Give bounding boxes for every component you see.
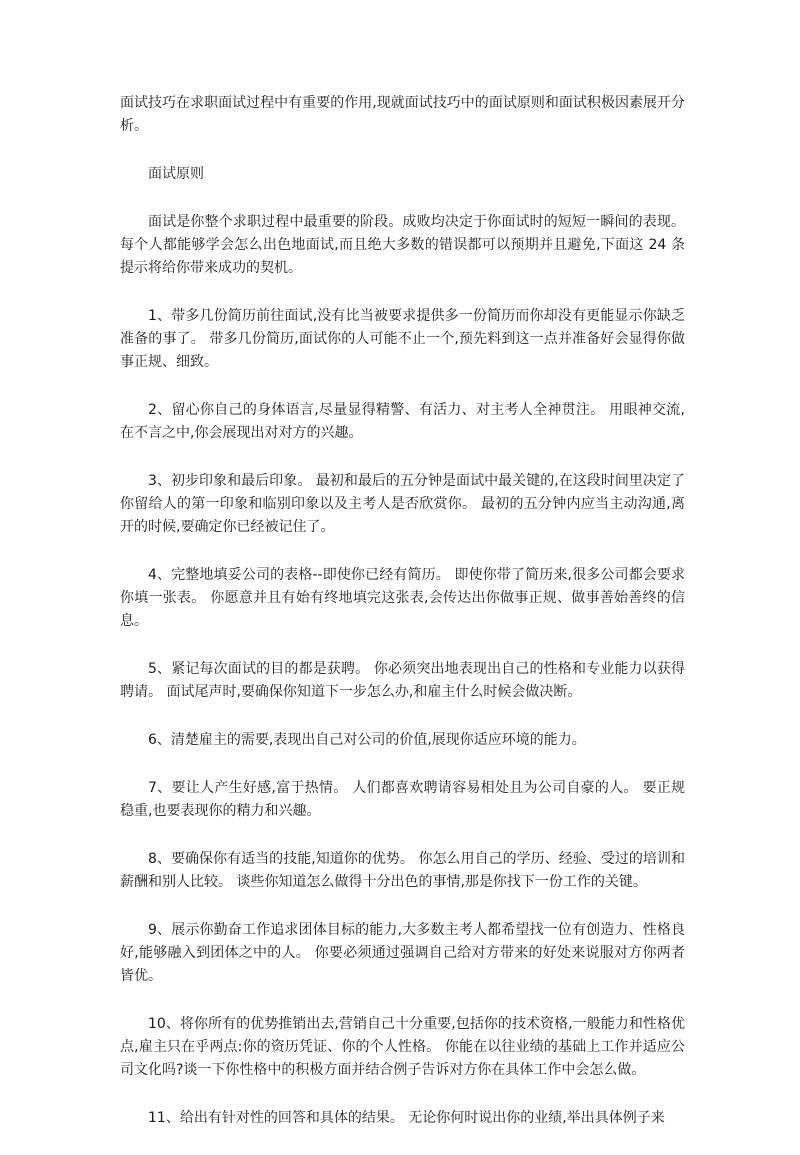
section-heading: 面试原则	[148, 166, 204, 182]
paragraph-tip-8: 8、要确保你有适当的技能,知道你的优势。 你怎么用自己的学历、经验、受过的培训和薪酬和别人比较。 谈些你知道怎么做得十分出色的事情,那是你找下一份工作的关键。	[120, 851, 685, 890]
paragraph-tip-3: 3、初步印象和最后印象。 最初和最后的五分钟是面试中最关键的,在这段时间里决定了你留给人的第一印象和临别印象以及主考人是否欣赏你。 最初的五分钟内应当主动沟通,离开的时候,要确定你已经被记住了。	[120, 473, 685, 535]
paragraph-tip-11: 11、给出有针对性的回答和具体的结果。 无论你何时说出你的业绩,举出具体例子来	[148, 1110, 665, 1126]
paragraph-tip-2: 2、留心你自己的身体语言,尽量显得精警、有活力、对主考人全神贯注。 用眼神交流,在不言之中,你会展现出对对方的兴趣。	[120, 402, 685, 441]
paragraph-overview: 面试是你整个求职过程中最重要的阶段。成败均决定于你面试时的短短一瞬间的表现。每个人都能够学会怎么出色地面试,而且绝大多数的错误都可以预期并且避免,下面这 24 条提示将给你带来成功的契机。	[120, 214, 685, 276]
paragraph-tip-10: 10、将你所有的优势推销出去,营销自己十分重要,包括你的技术资格,一般能力和性格优点,雇主只在乎两点:你的资历凭证、你的个人性格。 你能在以往业绩的基础上工作并适应公司文化吗?谈一下你性格中的积极方面并结合例子告诉对方你在具体工作中会怎么做。	[120, 1016, 685, 1078]
paragraph-tip-6: 6、清楚雇主的需要,表现出自己对公司的价值,展现你适应环境的能力。	[148, 732, 586, 748]
intro-paragraph: 面试技巧在求职面试过程中有重要的作用,现就面试技巧中的面试原则和面试积极因素展开分析。	[120, 95, 685, 134]
paragraph-tip-4: 4、完整地填妥公司的表格--即使你已经有简历。 即使你带了简历来,很多公司都会要求你填一张表。 你愿意并且有始有终地填完这张表,会传达出你做事正规、做事善始善终的信息。	[120, 567, 685, 629]
paragraph-tip-1: 1、带多几份简历前往面试,没有比当被要求提供多一份简历而你却没有更能显示你缺乏准备的事了。 带多几份简历,面试你的人可能不止一个,预先料到这一点并准备好会显得你做事正规、细致。	[120, 308, 685, 370]
document-body	[120, 92, 685, 1155]
paragraph-tip-5: 5、紧记每次面试的目的都是获聘。 你必须突出地表现出自己的性格和专业能力以获得聘请。 面试尾声时,要确保你知道下一步怎么办,和雇主什么时候会做决断。	[120, 661, 685, 700]
paragraph-tip-9: 9、展示你勤奋工作追求团体目标的能力,大多数主考人都希望找一位有创造力、性格良好,能够融入到团体之中的人。 你要必须通过强调自己给对方带来的好处来说服对方你两者皆优。	[120, 922, 685, 984]
paragraph-tip-7: 7、要让人产生好感,富于热情。 人们都喜欢聘请容易相处且为公司自豪的人。 要正规稳重,也要表现你的精力和兴趣。	[120, 780, 685, 819]
